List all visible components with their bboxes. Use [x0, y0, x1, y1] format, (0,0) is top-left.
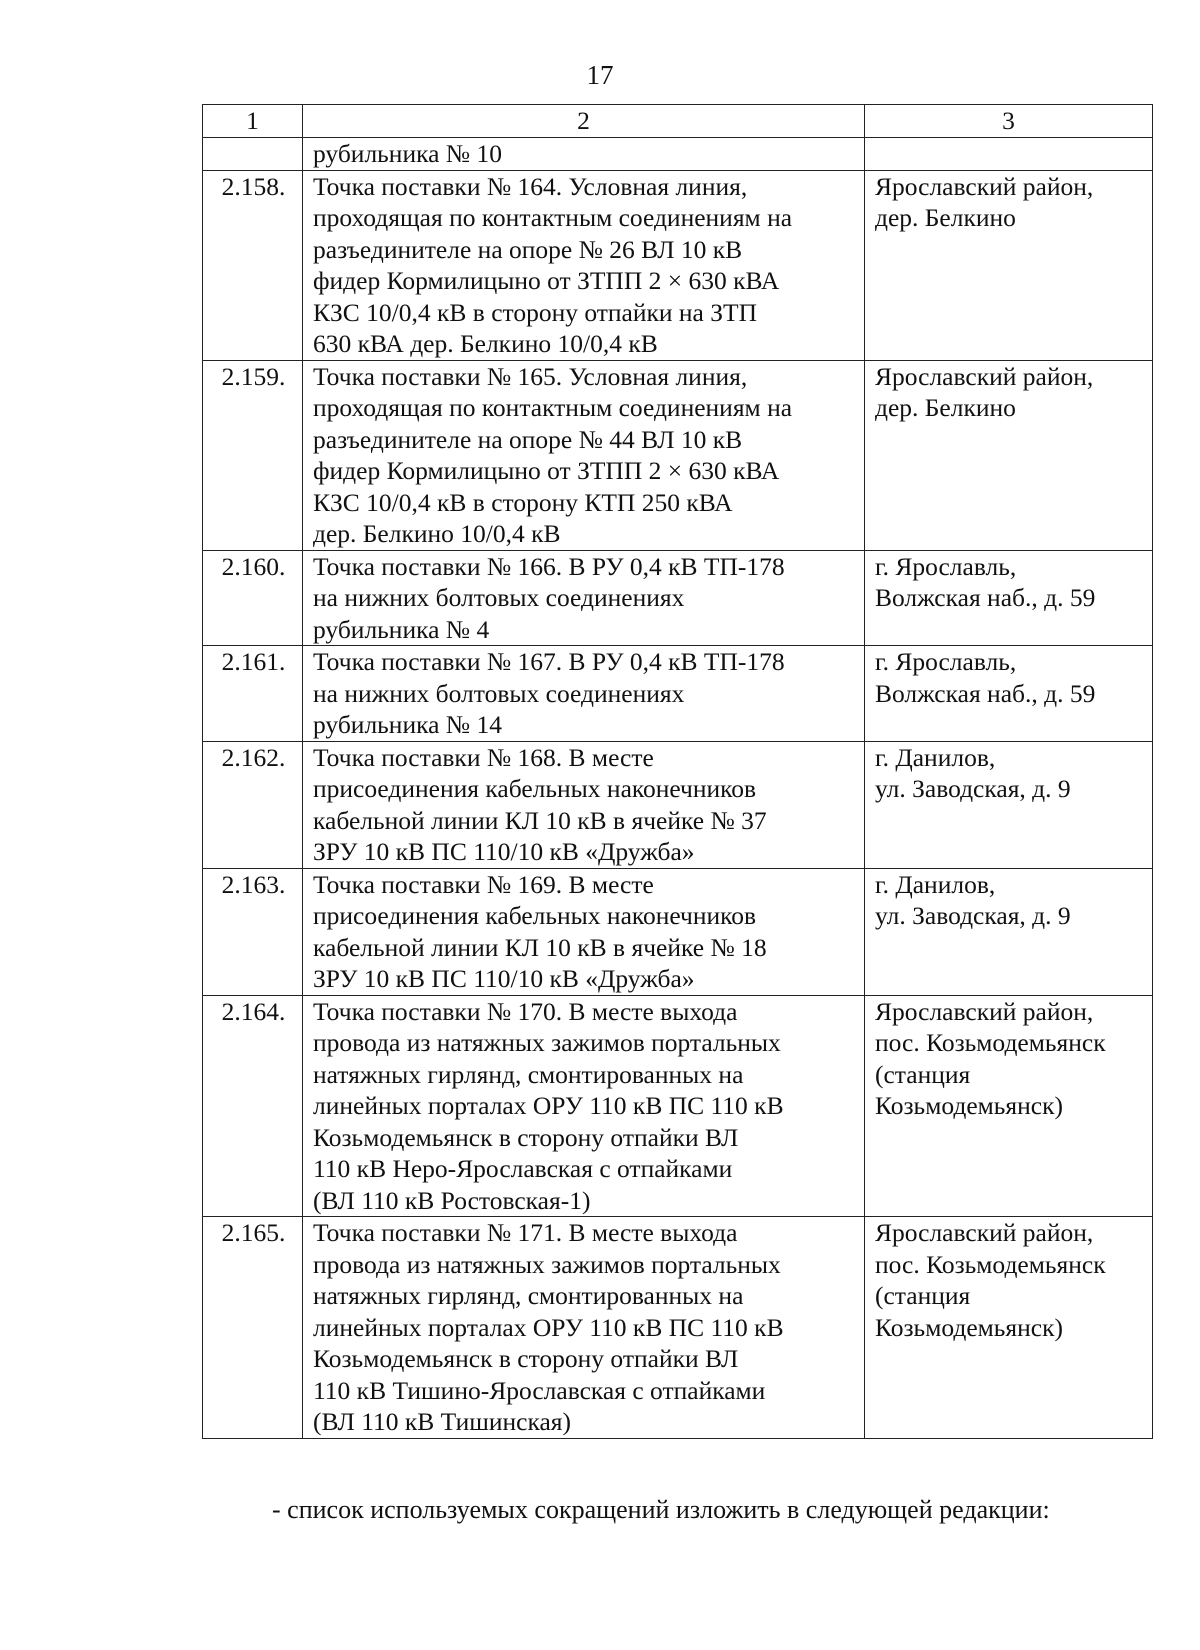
table-row [203, 1217, 1153, 1439]
description-line: ЗРУ 10 кВ ПС 110/10 кВ «Дружба» [313, 837, 695, 866]
description-line: рубильника № 4 [313, 614, 490, 644]
description-cell [303, 138, 865, 171]
table-row [203, 360, 1153, 550]
row-number-cell: 2.160. [203, 550, 303, 646]
location-cell [865, 550, 1153, 646]
location-line: Козьмодемьянск) [875, 1091, 1063, 1120]
location-line: г. Данилов, [875, 742, 996, 772]
table-row [203, 741, 1153, 868]
description-line: (ВЛ 110 кВ Ростовская-1) [313, 1185, 591, 1215]
description-line: Точка поставки № 170. В месте выхода [313, 996, 738, 1026]
description-line: фидер Кормилицыно от ЗТПП 2 × 630 кВА [313, 266, 780, 295]
description-line: Точка поставки № 169. В месте [313, 869, 654, 899]
location-line: Ярославский район, [875, 171, 1094, 201]
description-line: фидер Кормилицыно от ЗТПП 2 × 630 кВА [313, 456, 780, 485]
row-number-cell [203, 138, 303, 171]
location-line: г. Ярославль, [875, 647, 1017, 676]
location-cell [865, 170, 1153, 360]
location-line: пос. Козьмодемьянск [875, 1249, 1106, 1279]
description-line: Точка поставки № 171. В месте выхода [313, 1218, 738, 1247]
location-line: Волжская наб., д. 59 [875, 583, 1096, 612]
description-cell [303, 741, 865, 868]
description-line: рубильника № 14 [313, 710, 502, 739]
description-line: (ВЛ 110 кВ Тишинская) [313, 1407, 572, 1436]
table-row [203, 646, 1153, 742]
description-line: натяжных гирлянд, смонтированных на [313, 1059, 744, 1089]
table-row [203, 995, 1153, 1217]
location-cell [865, 741, 1153, 868]
description-cell [303, 995, 865, 1217]
table-body [203, 105, 1153, 1439]
location-line: г. Данилов, [875, 869, 996, 899]
location-cell [865, 138, 1153, 171]
description-line: проходящая по контактным соединениям на [313, 203, 793, 232]
delivery-points-table [202, 104, 1153, 1439]
column-header-2: 2 [303, 105, 865, 138]
description-cell [303, 170, 865, 360]
row-number-cell: 2.162. [203, 741, 303, 868]
table-row [203, 550, 1153, 646]
description-cell [303, 1217, 865, 1439]
row-number-cell: 2.163. [203, 868, 303, 995]
description-line: кабельной линии КЛ 10 кВ в ячейке № 18 [313, 932, 767, 962]
description-line: 110 кВ Тишино-Ярославская с отпайками [313, 1375, 766, 1405]
page-number: 17 [586, 60, 614, 90]
description-cell [303, 550, 865, 646]
location-cell [865, 1217, 1153, 1439]
table-row [203, 170, 1153, 360]
description-line: Точка поставки № 167. В РУ 0,4 кВ ТП-178 [313, 647, 785, 676]
location-line: Козьмодемьянск) [875, 1312, 1063, 1342]
description-line: провода из натяжных зажимов портальных [313, 1028, 781, 1057]
description-line: присоединения кабельных наконечников [313, 901, 757, 930]
description-cell [303, 868, 865, 995]
row-number-cell: 2.164. [203, 995, 303, 1217]
location-cell [865, 995, 1153, 1217]
location-cell [865, 360, 1153, 550]
row-number-cell: 2.161. [203, 646, 303, 742]
row-number-cell: 2.158. [203, 170, 303, 360]
description-line: кабельной линии КЛ 10 кВ в ячейке № 37 [313, 805, 767, 835]
row-number-cell: 2.165. [203, 1217, 303, 1439]
location-line: пос. Козьмодемьянск [875, 1028, 1106, 1057]
description-line: на нижних болтовых соединениях [313, 583, 685, 612]
location-line: (станция [875, 1281, 971, 1310]
location-line: Ярославский район, [875, 1218, 1094, 1247]
description-cell [303, 360, 865, 550]
location-line: ул. Заводская, д. 9 [875, 901, 1071, 930]
description-line: Козьмодемьянск в сторону отпайки ВЛ [313, 1122, 739, 1152]
description-line: на нижних болтовых соединениях [313, 678, 685, 708]
location-line: г. Ярославль, [875, 551, 1017, 581]
location-line: Волжская наб., д. 59 [875, 678, 1096, 708]
description-line: проходящая по контактным соединениям на [313, 393, 793, 422]
description-line: рубильника № 10 [313, 139, 502, 168]
description-cell [303, 646, 865, 742]
description-line: провода из натяжных зажимов портальных [313, 1249, 781, 1279]
description-line: Точка поставки № 168. В месте [313, 742, 654, 772]
row-number-cell: 2.159. [203, 360, 303, 550]
table-row [203, 868, 1153, 995]
location-line: ул. Заводская, д. 9 [875, 774, 1071, 803]
column-header-3: 3 [865, 105, 1153, 138]
location-cell [865, 868, 1153, 995]
location-line: (станция [875, 1059, 971, 1089]
description-line: дер. Белкино 10/0,4 кВ [313, 519, 561, 548]
description-line: присоединения кабельных наконечников [313, 774, 757, 803]
description-line: Точка поставки № 166. В РУ 0,4 кВ ТП-178 [313, 551, 785, 581]
description-line: разъединителе на опоре № 44 ВЛ 10 кВ [313, 424, 743, 454]
continuation-row [203, 138, 1153, 171]
description-line: 630 кВА дер. Белкино 10/0,4 кВ [313, 329, 658, 358]
location-line: Ярославский район, [875, 996, 1094, 1026]
location-line: дер. Белкино [875, 203, 1016, 232]
description-line: линейных порталах ОРУ 110 кВ ПС 110 кВ [313, 1312, 784, 1342]
description-line: ЗРУ 10 кВ ПС 110/10 кВ «Дружба» [313, 964, 695, 993]
description-line: КЗС 10/0,4 кВ в сторону КТП 250 кВА [313, 487, 733, 517]
description-line: натяжных гирлянд, смонтированных на [313, 1281, 744, 1310]
column-header-1: 1 [203, 105, 303, 138]
description-line: КЗС 10/0,4 кВ в сторону отпайки на ЗТП [313, 297, 758, 327]
description-line: Козьмодемьянск в сторону отпайки ВЛ [313, 1344, 739, 1373]
location-line: Ярославский район, [875, 361, 1094, 391]
description-line: Точка поставки № 165. Условная линия, [313, 361, 748, 391]
table-header-row [203, 105, 1153, 138]
location-line: дер. Белкино [875, 393, 1016, 422]
description-line: линейных порталах ОРУ 110 кВ ПС 110 кВ [313, 1091, 784, 1120]
description-line: разъединителе на опоре № 26 ВЛ 10 кВ [313, 234, 743, 264]
description-line: Точка поставки № 164. Условная линия, [313, 171, 748, 201]
footer-text: - список используемых сокращений изложить в следующей редакции: [272, 1495, 1050, 1524]
description-line: 110 кВ Неро-Ярославская с отпайками [313, 1154, 733, 1183]
location-cell [865, 646, 1153, 742]
